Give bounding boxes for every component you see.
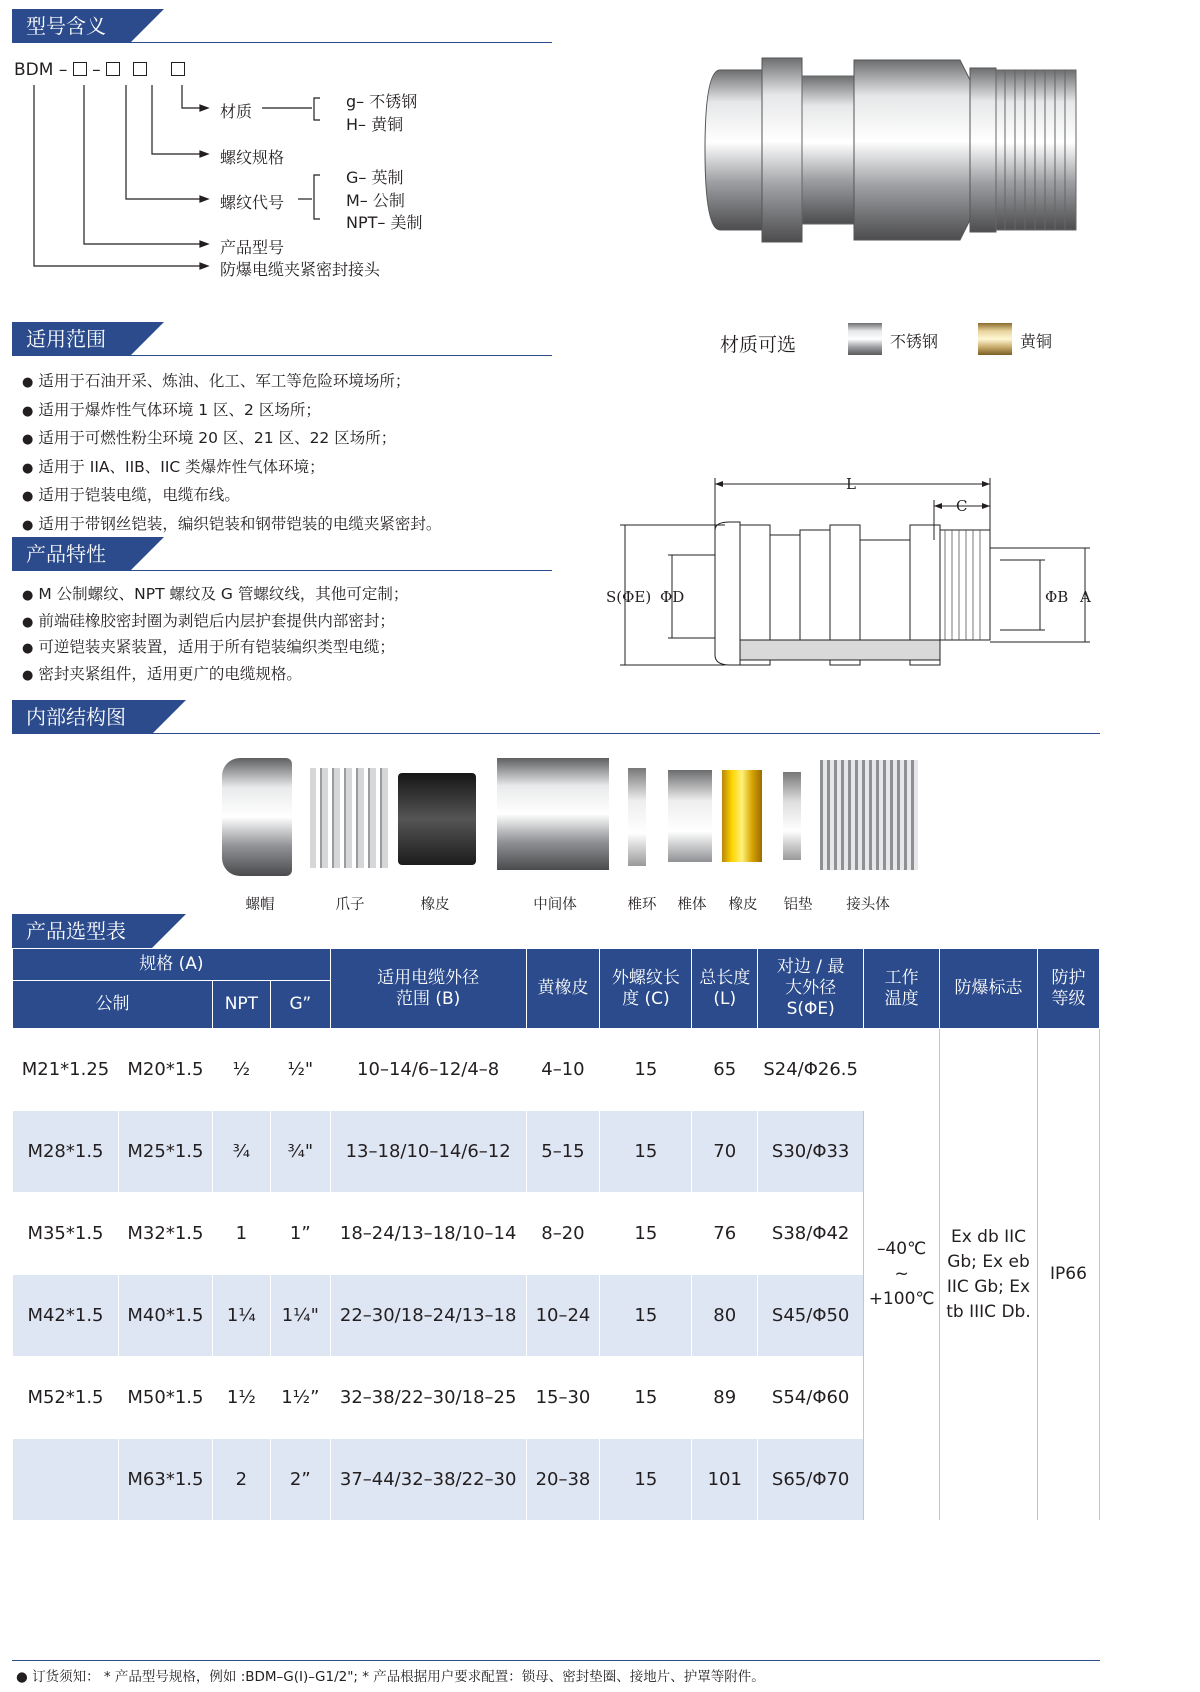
list-item: ● 前端硅橡胶密封圈为剥铠后内层护套提供内部密封； [22, 609, 408, 636]
table-cell: ¾" [270, 1111, 330, 1193]
technical-drawing [600, 470, 1100, 680]
header-text: 外螺纹长 [611, 967, 680, 988]
header-text: 工作 [884, 967, 919, 988]
table-cell: 10–14/6–12/4–8 [330, 1029, 526, 1111]
table-cell: 89 [692, 1357, 758, 1439]
list-item: ● 适用于铠装电缆，电缆布线。 [22, 482, 441, 511]
product-model-label: 产品型号 [220, 238, 285, 257]
header-length [692, 949, 758, 1029]
list-item: ● 密封夹紧组件，适用更广的电缆规格。 [22, 662, 408, 689]
table-row [13, 1029, 1100, 1111]
table-cell: M42*1.5 [13, 1275, 119, 1357]
list-item: ● 适用于爆炸性气体环境 1 区、2 区场所； [22, 397, 441, 426]
table-cell: 70 [692, 1111, 758, 1193]
header-text: 适用电缆外径 [377, 967, 480, 988]
table-cell: S30/Φ33 [758, 1111, 864, 1193]
cone-part [668, 770, 712, 862]
section-title: 型号含义 [12, 9, 130, 43]
part-label: 接头体 [846, 897, 890, 913]
header-text: 防护 [1051, 967, 1086, 988]
section-title: 内部结构图 [12, 700, 152, 734]
product-photo [700, 40, 1100, 260]
header-cable [330, 949, 526, 1029]
table-cell: 15 [600, 1111, 692, 1193]
table-cell: S45/Φ50 [758, 1275, 864, 1357]
material-option: g– 不锈钢 [346, 92, 418, 111]
part-label: 橡皮 [728, 897, 758, 913]
table-cell: M20*1.5 [118, 1029, 212, 1111]
ex-cell [940, 1029, 1038, 1521]
rubber-part [398, 773, 476, 865]
table-cell: M35*1.5 [13, 1193, 119, 1275]
dash: – [58, 60, 68, 80]
scope-list [22, 368, 441, 539]
ip-cell: IP66 [1037, 1029, 1099, 1521]
table-cell: 15 [600, 1193, 692, 1275]
material-option: H– 黄铜 [346, 115, 404, 134]
header-text: S(ΦE) [786, 999, 835, 1019]
section-header-features [12, 537, 552, 571]
table-cell: M21*1.25 [13, 1029, 119, 1111]
list-item: ● M 公制螺纹、NPT 螺纹及 G 管螺纹线，其他可定制； [22, 582, 408, 609]
header-thread [600, 949, 692, 1029]
table-cell: 1” [270, 1193, 330, 1275]
table-cell: ½ [212, 1029, 270, 1111]
table-cell: 15 [600, 1357, 692, 1439]
table-cell: 1½” [270, 1357, 330, 1439]
list-item: ● 适用于带钢丝铠装，编织铠装和钢带铠装的电缆夹紧密封。 [22, 511, 441, 540]
table-cell: 65 [692, 1029, 758, 1111]
temp-text: +100℃ [868, 1289, 935, 1309]
thread-option: M– 公制 [346, 191, 405, 210]
dim-S: S(ΦE) [606, 588, 652, 606]
table-cell: 13–18/10–14/6–12 [330, 1111, 526, 1193]
header-text: 温度 [884, 988, 919, 1009]
section-header-structure [12, 700, 1100, 734]
ex-text: Ex db IIC [950, 1226, 1027, 1247]
header-rubber: 黄橡皮 [526, 949, 600, 1029]
table-cell: 15 [600, 1275, 692, 1357]
ex-text: IIC Gb; Ex [946, 1276, 1031, 1297]
table-cell: ½" [270, 1029, 330, 1111]
table-cell: M50*1.5 [118, 1357, 212, 1439]
footer-text: 订货须知： * 产品型号规格，例如 :BDM–G(I)–G1/2"; * 产品根据用户要求配置：锁母、密封垫圈、接地片、护罩等附件。 [32, 1669, 765, 1685]
table-cell: 1¼ [212, 1275, 270, 1357]
part-label: 椎环 [627, 897, 657, 913]
material-label: 材质 [220, 102, 253, 121]
header-ip [1037, 949, 1099, 1029]
section-header-scope [12, 322, 552, 356]
header-metric: 公制 [13, 981, 213, 1029]
thread-option: G– 英制 [346, 168, 404, 187]
section-title: 适用范围 [12, 322, 130, 356]
part-label: 螺帽 [245, 897, 275, 913]
header-text: 总长度 [699, 967, 751, 988]
thread-option: NPT– 美制 [346, 213, 423, 232]
divider [12, 570, 552, 571]
connector-body-part [820, 760, 918, 870]
claw-part [310, 768, 388, 868]
dash: – [92, 60, 101, 80]
table-cell: 15–30 [526, 1357, 600, 1439]
list-item: ● 适用于石油开采、炼油、化工、军工等危险环境场所； [22, 368, 441, 397]
temp-text: –40℃ [876, 1239, 927, 1259]
header-text: 大外径 [785, 978, 837, 998]
divider [12, 733, 1100, 734]
temp-cell [864, 1029, 940, 1521]
brass-swatch [978, 323, 1012, 355]
header-npt: NPT [212, 981, 270, 1029]
part-label: 爪子 [335, 897, 365, 913]
material-option-label: 不锈钢 [890, 332, 939, 351]
table-cell: M40*1.5 [118, 1275, 212, 1357]
model-prefix: BDM [14, 60, 54, 80]
table-cell: 1 [212, 1193, 270, 1275]
header-temp [864, 949, 940, 1029]
section-title: 产品特性 [12, 537, 130, 571]
footer-note: ● 订货须知： * 产品型号规格，例如 :BDM–G(I)–G1/2"; * 产品根据用户要求配置：锁母、密封垫圈、接地片、护罩等附件。 [16, 1669, 765, 1685]
cone-ring-part [628, 768, 646, 866]
table-cell: 2” [270, 1439, 330, 1521]
list-item: ● 适用于可燃性粉尘环境 20 区、21 区、22 区场所； [22, 425, 441, 454]
ex-text: Gb; Ex eb [947, 1251, 1030, 1272]
table-cell: 2 [212, 1439, 270, 1521]
table-cell: 76 [692, 1193, 758, 1275]
part-label: 椎体 [677, 897, 707, 913]
material-option-label: 黄铜 [1020, 332, 1053, 351]
table-cell: M52*1.5 [13, 1357, 119, 1439]
ex-text: tb IIIC Db. [946, 1301, 1031, 1322]
material-select-label: 材质可选 [720, 334, 797, 356]
temp-text: ~ [894, 1264, 909, 1284]
table-cell: M63*1.5 [118, 1439, 212, 1521]
table-cell: 4–10 [526, 1029, 600, 1111]
divider [12, 355, 552, 356]
table-cell: 101 [692, 1439, 758, 1521]
header-ex: 防爆标志 [940, 949, 1038, 1029]
table-cell: 18–24/13–18/10–14 [330, 1193, 526, 1275]
stainless-swatch [848, 323, 882, 355]
header-text: (L) [713, 988, 737, 1009]
table-cell: 80 [692, 1275, 758, 1357]
section-title: 产品选型表 [12, 914, 152, 948]
table-cell: 5–15 [526, 1111, 600, 1193]
table-cell: S38/Φ42 [758, 1193, 864, 1275]
header-sd [758, 949, 864, 1029]
table-cell: 15 [600, 1029, 692, 1111]
table-cell: 8–20 [526, 1193, 600, 1275]
features-list [22, 582, 408, 688]
table-cell: 37–44/32–38/22–30 [330, 1439, 526, 1521]
aluminum-washer-part [783, 772, 801, 860]
part-label: 中间体 [533, 897, 577, 913]
table-cell: 20–38 [526, 1439, 600, 1521]
brass-rubber-part [722, 770, 762, 862]
dim-B: ΦB [1045, 588, 1069, 606]
table-cell: S24/Φ26.5 [758, 1029, 864, 1111]
dim-A: A [1080, 588, 1091, 606]
table-cell: 1¼" [270, 1275, 330, 1357]
header-spec: 规格 (A) [13, 949, 331, 981]
table-cell: M25*1.5 [118, 1111, 212, 1193]
product-name-label: 防爆电缆夹紧密封接头 [220, 260, 381, 279]
table-cell: S54/Φ60 [758, 1357, 864, 1439]
part-label: 橡皮 [420, 897, 450, 913]
table-cell: 15 [600, 1439, 692, 1521]
table-cell: ¾ [212, 1111, 270, 1193]
dim-C: C [956, 497, 968, 515]
list-item: ● 可逆铠装夹紧装置，适用于所有铠装编织类型电缆； [22, 635, 408, 662]
table-cell: M32*1.5 [118, 1193, 212, 1275]
dim-D: ΦD [660, 588, 685, 606]
thread-spec-label: 螺纹规格 [220, 148, 285, 167]
list-item: ● 适用于 IIA、IIB、IIC 类爆炸性气体环境； [22, 454, 441, 483]
table-cell: S65/Φ70 [758, 1439, 864, 1521]
dim-L: L [846, 475, 856, 493]
table-cell: M28*1.5 [13, 1111, 119, 1193]
header-text: 范围 (B) [395, 988, 461, 1009]
header-text: 等级 [1051, 988, 1086, 1009]
divider [12, 1660, 1100, 1661]
table-cell: 10–24 [526, 1275, 600, 1357]
selection-table [12, 948, 1100, 1521]
part-label: 铝垫 [783, 897, 813, 913]
thread-code-label: 螺纹代号 [220, 193, 285, 212]
header-text: 对边 / 最 [776, 957, 845, 977]
header-text: 度 (C) [622, 988, 670, 1009]
section-header-selection [12, 914, 1100, 948]
header-g: G” [270, 981, 330, 1029]
table-cell: 32–38/22–30/18–25 [330, 1357, 526, 1439]
middle-body-part [497, 758, 609, 870]
table-cell [13, 1439, 119, 1521]
nut-part [222, 758, 292, 876]
table-cell: 22–30/18–24/13–18 [330, 1275, 526, 1357]
table-cell: 1½ [212, 1357, 270, 1439]
